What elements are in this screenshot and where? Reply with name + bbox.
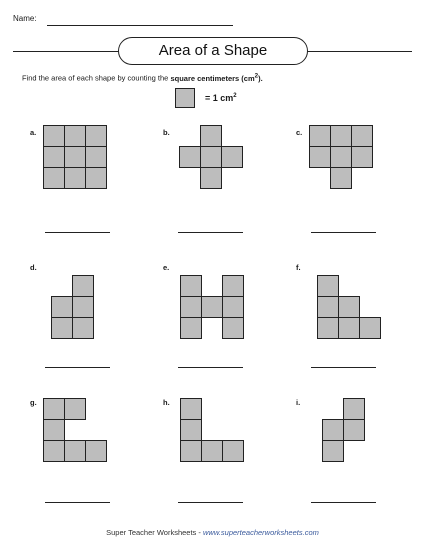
problem-label: e.: [163, 263, 170, 272]
square-cell: [351, 125, 373, 147]
square-cell: [180, 296, 202, 318]
answer-line[interactable]: [311, 232, 376, 233]
answer-line[interactable]: [311, 502, 376, 503]
square-cell: [322, 419, 344, 441]
square-cell: [72, 275, 94, 297]
problem-label: g.: [30, 398, 37, 407]
answer-line[interactable]: [45, 502, 110, 503]
name-label: Name:: [13, 14, 37, 23]
answer-line[interactable]: [45, 367, 110, 368]
square-cell: [85, 440, 107, 462]
legend-label: = 1 cm: [205, 93, 234, 103]
square-cell: [317, 296, 339, 318]
square-cell: [85, 125, 107, 147]
square-cell: [43, 440, 65, 462]
square-cell: [64, 440, 86, 462]
square-cell: [180, 440, 202, 462]
square-cell: [64, 398, 86, 420]
square-cell: [43, 419, 65, 441]
problem-label: h.: [163, 398, 170, 407]
problem-label: d.: [30, 263, 37, 272]
square-cell: [43, 125, 65, 147]
square-cell: [221, 146, 243, 168]
square-cell: [43, 398, 65, 420]
instructions: [22, 72, 263, 83]
square-cell: [309, 125, 331, 147]
answer-line[interactable]: [311, 367, 376, 368]
problem-label: a.: [30, 128, 37, 137]
square-cell: [330, 167, 352, 189]
square-cell: [85, 146, 107, 168]
square-cell: [338, 296, 360, 318]
footer: [0, 528, 425, 537]
square-cell: [200, 167, 222, 189]
worksheet-title: Area of a Shape: [118, 37, 308, 65]
answer-line[interactable]: [45, 232, 110, 233]
problem-label: i.: [296, 398, 301, 407]
footer-url[interactable]: www.superteacherworksheets.com: [202, 528, 319, 537]
name-answer-line[interactable]: [47, 25, 233, 26]
answer-line[interactable]: [178, 232, 243, 233]
square-cell: [343, 419, 365, 441]
square-cell: [200, 146, 222, 168]
square-cell: [330, 125, 352, 147]
square-cell: [179, 146, 201, 168]
legend-text: [205, 93, 237, 103]
problem-label: c.: [296, 128, 303, 137]
square-cell: [64, 146, 86, 168]
square-cell: [359, 317, 381, 339]
answer-line[interactable]: [178, 502, 243, 503]
square-cell: [72, 317, 94, 339]
answer-line[interactable]: [178, 367, 243, 368]
square-cell: [222, 275, 244, 297]
square-cell: [317, 317, 339, 339]
square-cell: [330, 146, 352, 168]
square-cell: [222, 317, 244, 339]
instructions-bold: [170, 74, 262, 83]
square-cell: [180, 317, 202, 339]
square-cell: [222, 440, 244, 462]
square-cell: [43, 167, 65, 189]
problem-label: f.: [296, 263, 301, 272]
square-cell: [180, 275, 202, 297]
legend-sup: 2: [233, 93, 237, 99]
square-cell: [43, 146, 65, 168]
square-cell: [343, 398, 365, 420]
square-cell: [322, 440, 344, 462]
square-cell: [309, 146, 331, 168]
square-cell: [201, 440, 223, 462]
square-cell: [72, 296, 94, 318]
footer-brand: Super Teacher Worksheets -: [106, 528, 203, 537]
square-cell: [200, 125, 222, 147]
square-cell: [180, 419, 202, 441]
instructions-prefix: Find the area of each shape by counting the: [22, 73, 171, 83]
square-cell: [64, 125, 86, 147]
square-cell: [201, 296, 223, 318]
instructions-bold-text: square centimeters (cm: [170, 73, 255, 83]
square-cell: [180, 398, 202, 420]
square-cell: [51, 317, 73, 339]
square-cell: [85, 167, 107, 189]
instructions-suffix: ).: [258, 73, 263, 83]
square-cell: [64, 167, 86, 189]
square-cell: [351, 146, 373, 168]
square-cell: [222, 296, 244, 318]
legend-square-icon: [175, 88, 195, 108]
square-cell: [51, 296, 73, 318]
square-cell: [317, 275, 339, 297]
problem-label: b.: [163, 128, 170, 137]
instructions-sup: 2: [254, 72, 259, 79]
square-cell: [338, 317, 360, 339]
